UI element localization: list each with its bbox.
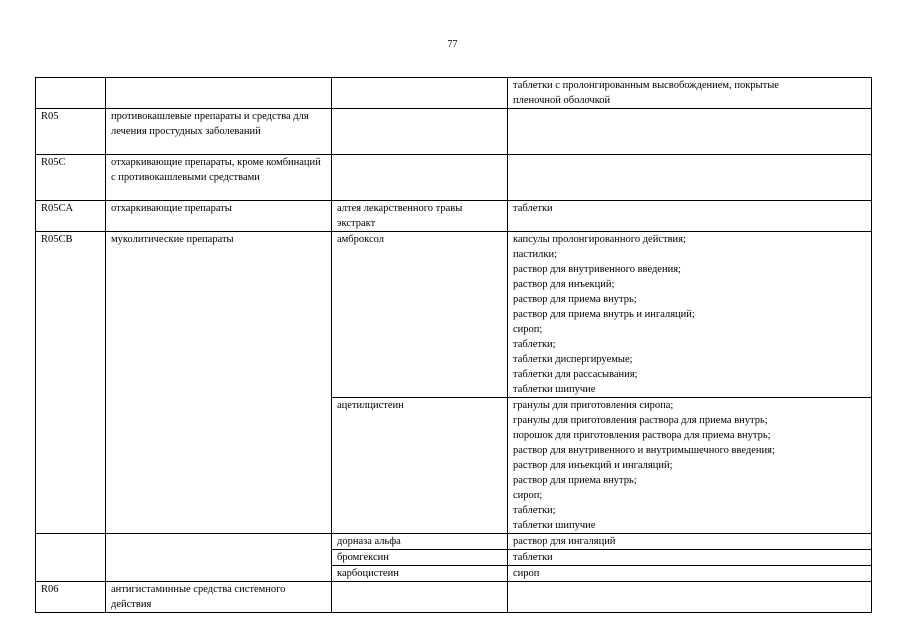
atc-code-cell: R05	[36, 109, 106, 155]
dosage-form-line: раствор для внутривенного введения;	[513, 264, 681, 275]
atc-code-cell	[36, 78, 106, 109]
group-cell: муколитические препараты	[106, 232, 332, 534]
drug-table	[35, 77, 872, 613]
dosage-form-cell: раствор для ингаляций	[508, 534, 872, 550]
substance-cell: алтея лекарственного травы экстракт	[332, 201, 508, 232]
atc-code-cell: R05CB	[36, 232, 106, 534]
substance-cell	[332, 155, 508, 201]
dosage-form-cell	[508, 201, 872, 232]
substance-cell	[332, 78, 508, 109]
dosage-form-line: раствор для инъекций;	[513, 279, 615, 290]
substance-cell: карбоцистеин	[332, 566, 508, 582]
dosage-form-cell	[508, 78, 872, 109]
dosage-form-line: сироп;	[513, 490, 543, 501]
dosage-form-line: гранулы для приготовления сиропа;	[513, 400, 674, 411]
group-cell: отхаркивающие препараты	[106, 201, 332, 232]
dosage-form-line: таблетки;	[513, 339, 556, 350]
dosage-form-line: таблетки с пролонгированным высвобождением, покрытые	[513, 80, 779, 91]
table-row	[36, 155, 872, 201]
group-cell: антигистаминные средства системного действия	[106, 582, 332, 613]
group-cell	[106, 78, 332, 109]
dosage-form-line: таблетки	[513, 203, 553, 214]
atc-code-cell: R05CA	[36, 201, 106, 232]
table-row	[36, 201, 872, 232]
dosage-form-line: таблетки шипучие	[513, 520, 596, 531]
dosage-form-cell: сироп	[508, 566, 872, 582]
group-cell: противокашлевые препараты и средства для лечения простудных заболеваний	[106, 109, 332, 155]
atc-code-cell: R06	[36, 582, 106, 613]
substance-cell: бромгексин	[332, 550, 508, 566]
group-cell	[106, 534, 332, 582]
dosage-form-line: пленочной оболочкой	[513, 95, 611, 106]
dosage-form-cell	[508, 398, 872, 534]
page-number: 77	[447, 39, 458, 50]
substance-cell	[332, 109, 508, 155]
table-row	[36, 582, 872, 613]
table-row	[36, 232, 872, 398]
dosage-form-line: таблетки для рассасывания;	[513, 369, 638, 380]
dosage-form-line: капсулы пролонгированного действия;	[513, 234, 686, 245]
substance-cell: ацетилцистеин	[332, 398, 508, 534]
dosage-form-line: раствор для внутривенного и внутримышечного введения;	[513, 445, 775, 456]
dosage-form-line: раствор для приема внутрь;	[513, 294, 637, 305]
dosage-form-line: порошок для приготовления раствора для приема внутрь;	[513, 430, 771, 441]
dosage-form-line: таблетки шипучие	[513, 384, 596, 395]
dosage-form-cell	[508, 109, 872, 155]
substance-cell: дорназа альфа	[332, 534, 508, 550]
dosage-form-line: раствор для приема внутрь;	[513, 475, 637, 486]
dosage-form-cell	[508, 232, 872, 398]
group-cell: отхаркивающие препараты, кроме комбинаций с противокашлевыми средствами	[106, 155, 332, 201]
dosage-form-line: таблетки диспергируемые;	[513, 354, 633, 365]
substance-cell	[332, 582, 508, 613]
table-row	[36, 534, 872, 550]
dosage-form-cell: таблетки	[508, 550, 872, 566]
substance-cell: амброксол	[332, 232, 508, 398]
dosage-form-line: гранулы для приготовления раствора для приема внутрь;	[513, 415, 768, 426]
atc-code-cell: R05C	[36, 155, 106, 201]
dosage-form-cell	[508, 582, 872, 613]
dosage-form-line: сироп;	[513, 324, 543, 335]
dosage-form-line: пастилки;	[513, 249, 558, 260]
table-row	[36, 78, 872, 109]
dosage-form-line: раствор для инъекций и ингаляций;	[513, 460, 673, 471]
dosage-form-line: раствор для приема внутрь и ингаляций;	[513, 309, 695, 320]
dosage-form-cell	[508, 155, 872, 201]
dosage-form-line: таблетки;	[513, 505, 556, 516]
atc-code-cell	[36, 534, 106, 582]
table-row	[36, 109, 872, 155]
